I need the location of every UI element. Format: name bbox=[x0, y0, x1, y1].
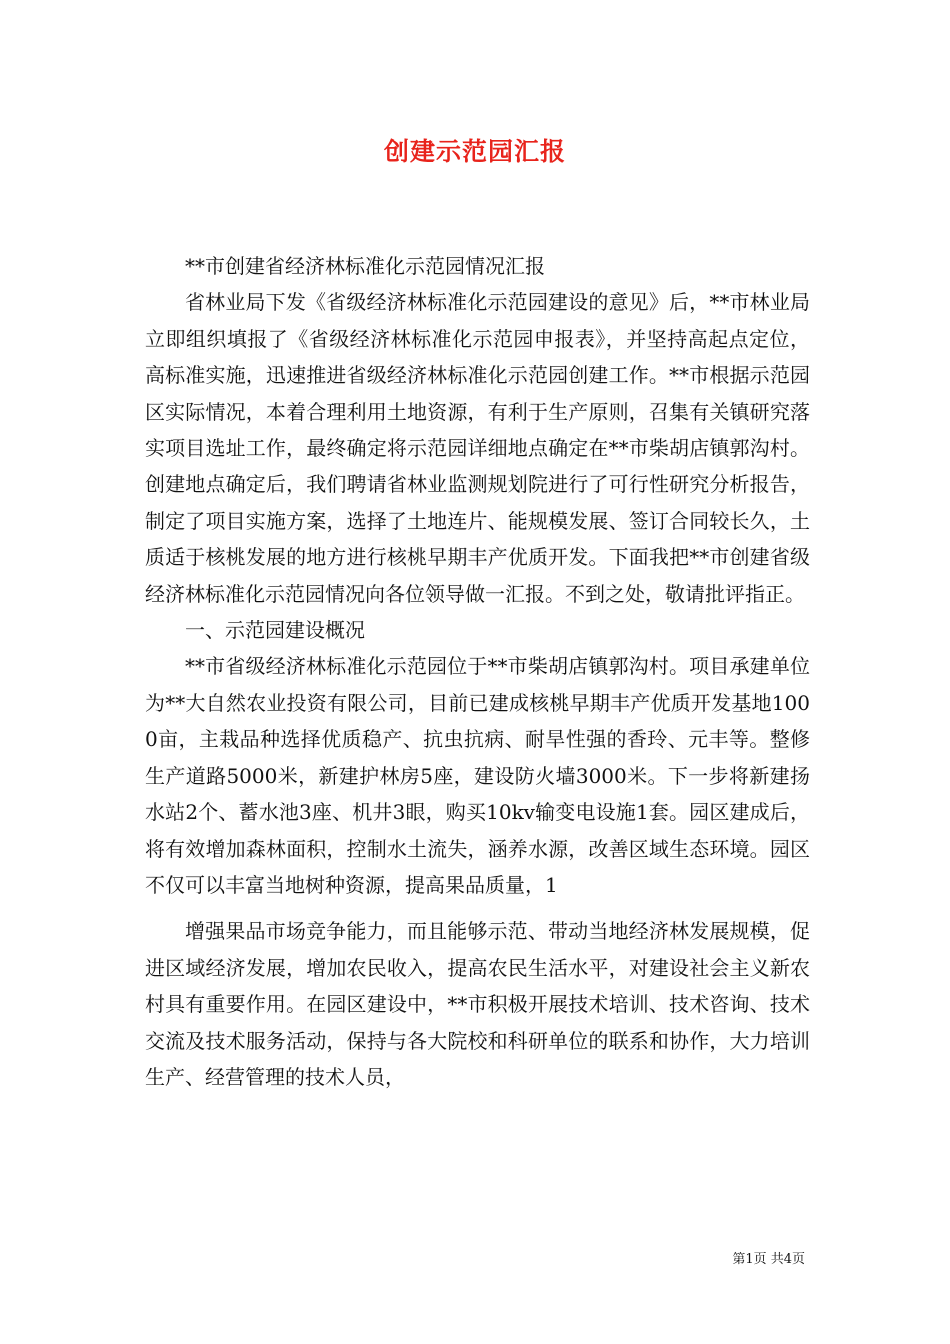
intro-paragraph: 省林业局下发《省级经济林标准化示范园建设的意见》后，**市林业局立即组织填报了《省级经济林标准化示范园申报表》，并坚持高起点定位，高标准实施，迅速推进省级经济林标准化示范园创建工作。**市根据示范园区实际情况，本着合理利用土地资源，有利于生产原则，召集有关镇研究落实项目选址工作，最终确定将示范园详细地点确定在**市柴胡店镇郭沟村。创建地点确定后，我们聘请省林业监测规划院进行了可行性研究分析报告，制定了项目实施方案，选择了土地连片、能规模发展、签订合同较长久，土质适于核桃发展的地方进行核桃早期丰产优质开发。下面我把**市创建省级经济林标准化示范园情况向各位领导做一汇报。不到之处，敬请批评指正。 bbox=[145, 290, 810, 606]
subtitle-paragraph: **市创建省经济林标准化示范园情况汇报 bbox=[185, 254, 545, 278]
continuation-paragraph: 增强果品市场竞争能力，而且能够示范、带动当地经济林发展规模，促进区域经济发展，增加农民收入，提高农民生活水平，对建设社会主义新农村具有重要作用。在园区建设中，**市积极开展技术培训、技术咨询、技术交流及技术服务活动，保持与各大院校和科研单位的联系和协作，大力培训生产、经营管理的技术人员， bbox=[145, 919, 810, 1089]
overview-paragraph: **市省级经济林标准化示范园位于**市柴胡店镇郭沟村。项目承建单位为**大自然农业投资有限公司，目前已建成核桃早期丰产优质开发基地1000亩，主栽品种选择优质稳产、抗虫抗病、耐旱性强的香玲、元丰等。整修生产道路5000米，新建护林房5座，建设防火墙3000米。下一步将新建扬水站2个、蓄水池3座、机井3眼，购买10kv输变电设施1套。园区建成后，将有效增加森林面积，控制水土流失，涵养水源，改善区域生态环境。园区不仅可以丰富当地树种资源，提高果品质量，1 bbox=[145, 654, 810, 897]
document-title: 创建示范园汇报 bbox=[383, 137, 566, 166]
section-heading: 一、示范园建设概况 bbox=[185, 618, 365, 643]
document-body bbox=[145, 248, 810, 1095]
page-number: 第1页 共4页 bbox=[732, 1252, 805, 1267]
